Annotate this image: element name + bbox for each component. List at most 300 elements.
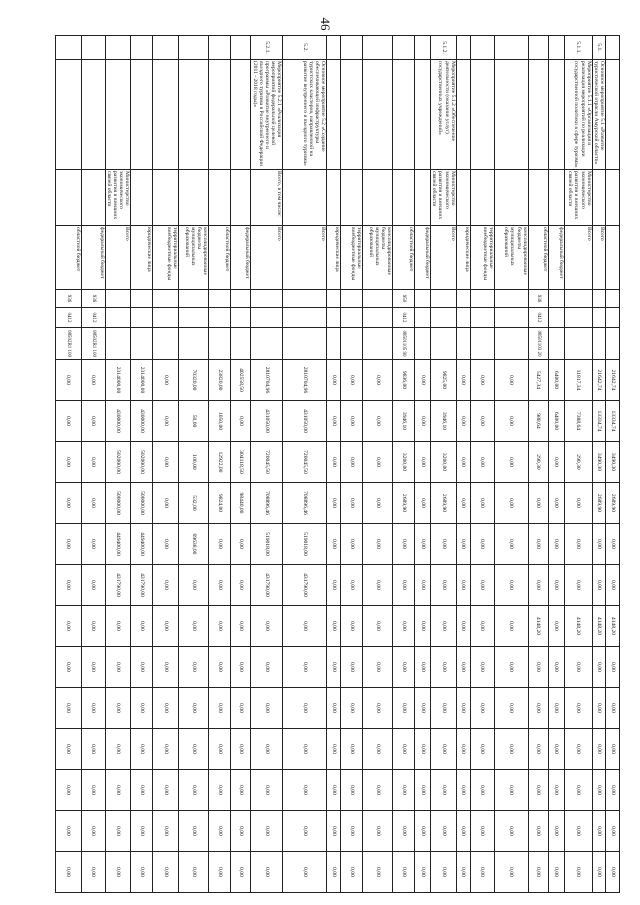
amount-cell: 0,00 (564, 729, 592, 770)
amount-cell: 0,00 (456, 401, 470, 442)
grbs-code-cell (105, 290, 131, 308)
amount-cell: 0,00 (341, 606, 363, 647)
amount-cell: 0,00 (564, 770, 592, 811)
amount-cell: 0,00 (564, 524, 592, 565)
amount-cell: 0,00 (470, 442, 494, 483)
amount-cell: 2689,90 (592, 483, 605, 524)
rzpr-code-cell (564, 308, 592, 328)
header-row (606, 36, 620, 893)
executor-cell (341, 170, 363, 226)
header-value: 0,00 (606, 811, 620, 852)
table-row (363, 36, 393, 893)
funding-source-cell: областной бюджет (528, 226, 548, 290)
csr-code-cell (494, 328, 528, 360)
measure-name-cell (528, 60, 548, 170)
rzpr-code-cell (209, 308, 231, 328)
amount-cell: 0,00 (105, 852, 131, 893)
header-value: 0,00 (606, 565, 620, 606)
amount-cell: 0,00 (494, 483, 528, 524)
amount-cell: 0,00 (528, 688, 548, 729)
amount-cell: 0,00 (592, 565, 605, 606)
csr-code-cell (327, 328, 341, 360)
table-row (341, 36, 363, 893)
grbs-code-cell (153, 290, 179, 308)
amount-cell: 0,00 (548, 606, 564, 647)
amount-cell: 0,00 (456, 524, 470, 565)
amount-cell: 0,00 (341, 647, 363, 688)
amount-cell: 0,00 (231, 852, 251, 893)
amount-cell: 0,00 (548, 811, 564, 852)
amount-cell: 0,00 (251, 729, 283, 770)
amount-cell: 0,00 (179, 606, 209, 647)
amount-cell: 0,00 (153, 811, 179, 852)
amount-cell: 0,00 (105, 688, 131, 729)
amount-cell: 0,00 (153, 360, 179, 401)
funding-source-cell: федеральный бюджет (548, 226, 564, 290)
amount-cell: 0,00 (231, 401, 251, 442)
amount-cell: 0,00 (81, 811, 105, 852)
amount-cell: 0,00 (564, 811, 592, 852)
executor-cell (153, 170, 179, 226)
amount-cell: 1050,00 (209, 401, 231, 442)
amount-cell: 4148,20 (528, 606, 548, 647)
amount-cell: 0,00 (548, 647, 564, 688)
row-number-cell (179, 36, 209, 60)
amount-cell: 0,00 (528, 811, 548, 852)
table-row (456, 36, 470, 893)
amount-cell: 0,00 (363, 565, 393, 606)
table-row (415, 36, 431, 893)
amount-cell: 0,00 (548, 483, 564, 524)
amount-cell: 0,00 (393, 811, 415, 852)
funding-source-cell: федеральный бюджет (81, 226, 105, 290)
grbs-code-cell (548, 290, 564, 308)
amount-cell: 0,00 (251, 811, 283, 852)
amount-cell: 0,00 (393, 647, 415, 688)
row-number-cell (81, 36, 105, 60)
grbs-code-cell: 936 (528, 290, 548, 308)
amount-cell: 431790,00 (105, 565, 131, 606)
amount-cell: 0,00 (179, 688, 209, 729)
grbs-code-cell (363, 290, 393, 308)
amount-cell: 0,00 (470, 401, 494, 442)
amount-cell: 0,00 (592, 729, 605, 770)
amount-cell: 431790,00 (131, 565, 153, 606)
row-number-cell: 5.1. (592, 36, 605, 60)
csr-code-cell (179, 328, 209, 360)
amount-cell: 0,00 (341, 360, 363, 401)
amount-cell: 0,00 (179, 729, 209, 770)
amount-cell: 0,00 (131, 606, 153, 647)
amount-cell: 0,00 (327, 442, 341, 483)
amount-cell: 0,00 (548, 688, 564, 729)
grbs-code-cell (209, 290, 231, 308)
amount-cell: 0,00 (456, 852, 470, 893)
amount-cell: 0,00 (415, 811, 431, 852)
csr-code-cell (341, 328, 363, 360)
amount-cell: 2810704,96 (251, 360, 283, 401)
amount-cell: 0,00 (81, 442, 105, 483)
amount-cell: 0,00 (393, 729, 415, 770)
rzpr-code-cell (179, 308, 209, 328)
amount-cell: 2314000,00 (131, 360, 153, 401)
measure-name-cell (209, 60, 231, 170)
amount-cell: 430000,00 (131, 401, 153, 442)
amount-cell: 0,00 (283, 852, 327, 893)
amount-cell: 0,00 (456, 606, 470, 647)
row-number-cell: 5.2.1. (251, 36, 283, 60)
header-cell (606, 170, 620, 226)
measure-name-cell: Основное мероприятие 5.1 «Развитие туристической отрасли Амурской области» (592, 60, 605, 170)
rzpr-code-cell (283, 308, 327, 328)
amount-cell: 2810704,96 (283, 360, 327, 401)
amount-cell: 0,00 (456, 483, 470, 524)
row-number-cell (231, 36, 251, 60)
executor-cell (131, 170, 153, 226)
amount-cell: 0,00 (494, 729, 528, 770)
executor-cell (363, 170, 393, 226)
amount-cell: 290,30 (528, 442, 548, 483)
amount-cell: 0,00 (209, 606, 231, 647)
amount-cell: 0,00 (81, 524, 105, 565)
csr-code-cell: 08502R1 100 (81, 328, 105, 360)
row-number-cell (415, 36, 431, 60)
amount-cell: 0,00 (415, 729, 431, 770)
amount-cell: 21642,74 (592, 360, 605, 401)
amount-cell: 69638,00 (179, 524, 209, 565)
grbs-code-cell (231, 290, 251, 308)
grbs-code-cell (131, 290, 153, 308)
executor-cell (393, 170, 415, 226)
amount-cell: 0,00 (283, 647, 327, 688)
csr-code-cell (431, 328, 457, 360)
amount-cell: 0,00 (431, 729, 457, 770)
amount-cell: 0,00 (494, 852, 528, 893)
grbs-code-cell (415, 290, 431, 308)
row-number-cell (393, 36, 415, 60)
amount-cell: 0,00 (431, 647, 457, 688)
rzpr-code-cell (231, 308, 251, 328)
table-row (131, 36, 153, 893)
executor-cell: Министерство экономического развития и внешних связей области (431, 170, 457, 226)
amount-cell: 0,00 (81, 852, 105, 893)
amount-cell: 0,00 (81, 565, 105, 606)
measure-name-cell (341, 60, 363, 170)
measure-name-cell (153, 60, 179, 170)
executor-cell (81, 170, 105, 226)
amount-cell: 0,00 (55, 483, 81, 524)
amount-cell: 0,00 (131, 811, 153, 852)
row-number-cell (327, 36, 341, 60)
amount-cell: 0,00 (431, 688, 457, 729)
rzpr-code-cell: 0412 (55, 308, 81, 328)
amount-cell: 0,00 (231, 565, 251, 606)
amount-cell: 6400,00 (548, 360, 564, 401)
amount-cell: 0,00 (153, 524, 179, 565)
grbs-code-cell (494, 290, 528, 308)
amount-cell: 0,00 (327, 729, 341, 770)
amount-cell: 0,00 (548, 565, 564, 606)
amount-cell: 0,00 (153, 688, 179, 729)
funding-source-cell: территориальные внебюджетные фонды (341, 226, 363, 290)
funding-source-cell: федеральный бюджет (415, 226, 431, 290)
amount-cell: 0,00 (431, 852, 457, 893)
measure-name-cell (179, 60, 209, 170)
table-body (55, 36, 619, 893)
amount-cell: 0,00 (327, 524, 341, 565)
csr-code-cell (415, 328, 431, 360)
row-number-cell (528, 36, 548, 60)
amount-cell: 3946,10 (431, 401, 457, 442)
amount-cell: 0,00 (179, 811, 209, 852)
rzpr-code-cell: 0412 (393, 308, 415, 328)
grbs-code-cell (564, 290, 592, 308)
row-number-cell (494, 36, 528, 60)
amount-cell: 9836,00 (393, 360, 415, 401)
amount-cell: 0,00 (548, 524, 564, 565)
amount-cell: 0,00 (528, 647, 548, 688)
amount-cell: 2314000,00 (105, 360, 131, 401)
header-value: 2689,90 (606, 483, 620, 524)
amount-cell: 0,00 (564, 483, 592, 524)
amount-cell: 0,00 (470, 565, 494, 606)
rzpr-code-cell (592, 308, 605, 328)
rzpr-code-cell (548, 308, 564, 328)
amount-cell: 0,00 (494, 442, 528, 483)
amount-cell: 0,00 (494, 770, 528, 811)
amount-cell: 0,00 (341, 442, 363, 483)
amount-cell: 0,00 (393, 565, 415, 606)
amount-cell: 519018,00 (251, 524, 283, 565)
amount-cell: 0,00 (393, 852, 415, 893)
measure-name-cell (415, 60, 431, 170)
table-row (431, 36, 457, 893)
rzpr-code-cell (494, 308, 528, 328)
amount-cell: 0,00 (327, 606, 341, 647)
table-row (494, 36, 528, 893)
amount-cell: 0,00 (209, 688, 231, 729)
amount-cell: 23820,00 (209, 360, 231, 401)
amount-cell: 0,00 (363, 524, 393, 565)
amount-cell: 532,00 (179, 483, 209, 524)
amount-cell: 0,00 (131, 688, 153, 729)
amount-cell: 0,00 (528, 524, 548, 565)
csr-code-cell: 08501105 90 (393, 328, 415, 360)
measure-name-cell (81, 60, 105, 170)
row-number-cell (131, 36, 153, 60)
amount-cell: 0,00 (153, 606, 179, 647)
amount-cell: 0,00 (179, 770, 209, 811)
page-number: 46 (318, 17, 333, 31)
amount-cell: 0,00 (327, 647, 341, 688)
amount-cell: 4148,20 (592, 606, 605, 647)
amount-cell: 0,00 (251, 852, 283, 893)
amount-cell: 0,00 (153, 770, 179, 811)
amount-cell: 0,00 (470, 770, 494, 811)
table-row (81, 36, 105, 893)
measure-name-cell (105, 60, 131, 170)
funding-source-cell: консолидированные бюджеты муниципальных образований (179, 226, 209, 290)
amount-cell: 0,00 (327, 401, 341, 442)
amount-cell: 0,00 (456, 442, 470, 483)
amount-cell: 0,00 (341, 401, 363, 442)
amount-cell: 0,00 (209, 729, 231, 770)
amount-cell: 0,00 (363, 483, 393, 524)
measure-name-cell (456, 60, 470, 170)
amount-cell: 0,00 (81, 606, 105, 647)
measure-name-cell (231, 60, 251, 170)
rzpr-code-cell (105, 308, 131, 328)
amount-cell: 430000,00 (105, 401, 131, 442)
amount-cell: 0,00 (341, 483, 363, 524)
grbs-code-cell (470, 290, 494, 308)
amount-cell: 0,00 (528, 852, 548, 893)
amount-cell: 0,00 (327, 770, 341, 811)
table-row (592, 36, 605, 893)
executor-cell (494, 170, 528, 226)
amount-cell: 0,00 (363, 688, 393, 729)
amount-cell: 0,00 (456, 360, 470, 401)
amount-cell: 0,00 (209, 524, 231, 565)
row-number-cell: 5.1.1. (564, 36, 592, 60)
grbs-code-cell (456, 290, 470, 308)
measure-name-cell (494, 60, 528, 170)
executor-cell (456, 170, 470, 226)
amount-cell: 0,00 (431, 524, 457, 565)
amount-cell: 13334,74 (592, 401, 605, 442)
amount-cell: 0,00 (592, 852, 605, 893)
measure-name-cell (55, 60, 81, 170)
amount-cell: 0,00 (528, 729, 548, 770)
amount-cell: 0,00 (179, 565, 209, 606)
amount-cell: 6400,00 (548, 401, 564, 442)
amount-cell: 70320,00 (179, 360, 209, 401)
amount-cell: 502000,00 (105, 442, 131, 483)
amount-cell: 0,00 (456, 770, 470, 811)
amount-cell: 0,00 (494, 360, 528, 401)
amount-cell: 0,00 (283, 811, 327, 852)
amount-cell: 0,00 (456, 811, 470, 852)
amount-cell: 0,00 (363, 770, 393, 811)
amount-cell: 0,00 (494, 401, 528, 442)
table-row (283, 36, 327, 893)
header-value: 0,00 (606, 729, 620, 770)
amount-cell: 0,00 (283, 688, 327, 729)
header-cell (606, 290, 620, 308)
amount-cell: 431050,00 (283, 401, 327, 442)
amount-cell: 0,00 (548, 852, 564, 893)
grbs-code-cell: 936 (55, 290, 81, 308)
amount-cell: 720045,50 (283, 442, 327, 483)
amount-cell: 5427,34 (528, 360, 548, 401)
grbs-code-cell: 950 (393, 290, 415, 308)
amount-cell: 0,00 (456, 647, 470, 688)
amount-cell: 0,00 (363, 442, 393, 483)
csr-code-cell (231, 328, 251, 360)
amount-cell: 0,00 (209, 770, 231, 811)
header-cell (606, 328, 620, 360)
executor-cell: Всего, в том числе: (251, 170, 283, 226)
amount-cell: 0,00 (231, 524, 251, 565)
amount-cell: 0,00 (105, 606, 131, 647)
amount-cell: 0,00 (105, 811, 131, 852)
budget-table (55, 35, 620, 893)
table-row (470, 36, 494, 893)
amount-cell: 100,00 (179, 442, 209, 483)
amount-cell: 0,00 (153, 729, 179, 770)
amount-cell: 0,00 (105, 729, 131, 770)
amount-cell: 0,00 (431, 811, 457, 852)
measure-name-cell (327, 60, 341, 170)
amount-cell: 0,00 (209, 852, 231, 893)
funding-source-cell: юридические лица (327, 226, 341, 290)
amount-cell: 0,00 (363, 360, 393, 401)
funding-source-cell: областной бюджет (55, 226, 81, 290)
amount-cell: 0,00 (55, 729, 81, 770)
funding-source-cell: областной бюджет (209, 226, 231, 290)
row-number-cell (341, 36, 363, 60)
amount-cell: 0,00 (231, 606, 251, 647)
funding-source-cell: федеральный бюджет (231, 226, 251, 290)
measure-name-cell: Основное мероприятие 5.2 «Создание обеспечивающей инфраструктуры туристских кластеров, направленной на развитие внутреннего и въездного туризма» (283, 60, 327, 170)
amount-cell: 0,00 (431, 565, 457, 606)
csr-code-cell (105, 328, 131, 360)
amount-cell: 720045,50 (251, 442, 283, 483)
amount-cell: 0,00 (415, 524, 431, 565)
amount-cell: 0,00 (415, 442, 431, 483)
rzpr-code-cell: 0412 (528, 308, 548, 328)
header-cell (606, 36, 620, 60)
amount-cell: 449400,00 (105, 524, 131, 565)
grbs-code-cell (341, 290, 363, 308)
executor-cell (283, 170, 327, 226)
amount-cell: 0,00 (55, 647, 81, 688)
amount-cell: 0,00 (209, 565, 231, 606)
measure-name-cell (393, 60, 415, 170)
row-number-cell (105, 36, 131, 60)
rzpr-code-cell (470, 308, 494, 328)
amount-cell: 0,00 (283, 770, 327, 811)
amount-cell: 50,00 (179, 401, 209, 442)
amount-cell: 0,00 (470, 647, 494, 688)
amount-cell: 0,00 (209, 811, 231, 852)
amount-cell: 0,00 (327, 852, 341, 893)
amount-cell: 2689,90 (431, 483, 457, 524)
amount-cell: 0,00 (415, 606, 431, 647)
amount-cell: 0,00 (548, 729, 564, 770)
amount-cell: 0,00 (494, 688, 528, 729)
table-row (528, 36, 548, 893)
header-value: 0,00 (606, 647, 620, 688)
amount-cell: 290,30 (564, 442, 592, 483)
amount-cell: 0,00 (55, 524, 81, 565)
amount-cell: 0,00 (415, 483, 431, 524)
amount-cell: 0,00 (470, 729, 494, 770)
amount-cell: 9825,00 (431, 360, 457, 401)
amount-cell: 4148,20 (564, 606, 592, 647)
amount-cell: 0,00 (494, 606, 528, 647)
row-number-cell (153, 36, 179, 60)
amount-cell: 0,00 (81, 770, 105, 811)
row-number-cell (470, 36, 494, 60)
amount-cell: 0,00 (592, 770, 605, 811)
rzpr-code-cell (431, 308, 457, 328)
amount-cell: 0,00 (470, 811, 494, 852)
amount-cell: 3946,10 (393, 401, 415, 442)
header-cell (606, 308, 620, 328)
amount-cell: 12922,00 (209, 442, 231, 483)
grbs-code-cell (179, 290, 209, 308)
